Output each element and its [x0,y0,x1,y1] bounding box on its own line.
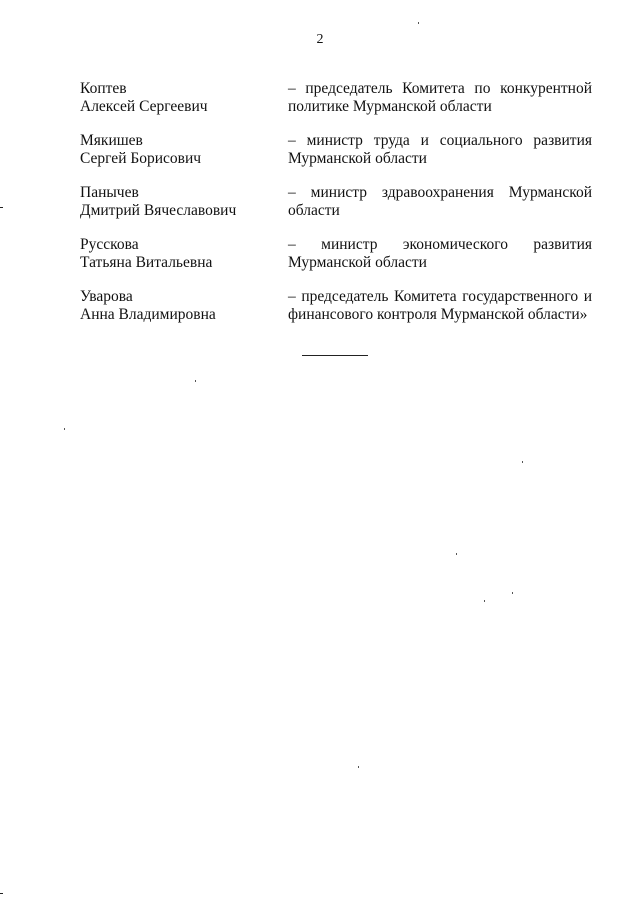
member-entry [80,288,592,324]
member-given-names: Анна Владимировна [80,306,216,323]
member-name [80,184,288,220]
member-role: – министр экономического развития Мурманской области [288,236,592,271]
member-surname: Панычев [80,184,139,201]
scan-speck [195,380,196,382]
member-role: – министр труда и социального развития Мурманской области [288,132,592,167]
scan-speck [456,553,457,555]
member-given-names: Сергей Борисович [80,150,202,167]
scan-speck [418,22,419,24]
member-surname: Мякишев [80,132,143,149]
member-entry [80,132,592,168]
member-entry [80,184,592,220]
member-surname: Русскова [80,236,139,253]
member-given-names: Татьяна Витальевна [80,254,213,271]
scan-speck [484,600,485,602]
member-name [80,236,288,272]
member-role: – председатель Комитета государственного и финансового контроля Мурманской области» [288,288,592,323]
member-given-names: Дмитрий Вячеславович [80,202,237,219]
member-surname: Коптев [80,80,127,97]
scan-speck [0,207,3,208]
scan-speck [64,428,65,430]
scan-speck [0,893,3,894]
member-name [80,132,288,168]
member-given-names: Алексей Сергеевич [80,98,208,115]
member-list [80,80,592,340]
member-name [80,288,288,324]
member-role: – министр здравоохранения Мурманской области [288,184,592,219]
scan-speck [522,461,523,463]
member-role: – председатель Комитета по конкурентной политике Мурманской области [288,80,592,115]
member-entry [80,236,592,272]
member-entry [80,80,592,116]
member-surname: Уварова [80,288,133,305]
scan-speck [358,766,359,768]
closing-rule [302,355,368,356]
scan-speck [512,592,513,594]
page-number: 2 [316,32,324,47]
member-name [80,80,288,116]
